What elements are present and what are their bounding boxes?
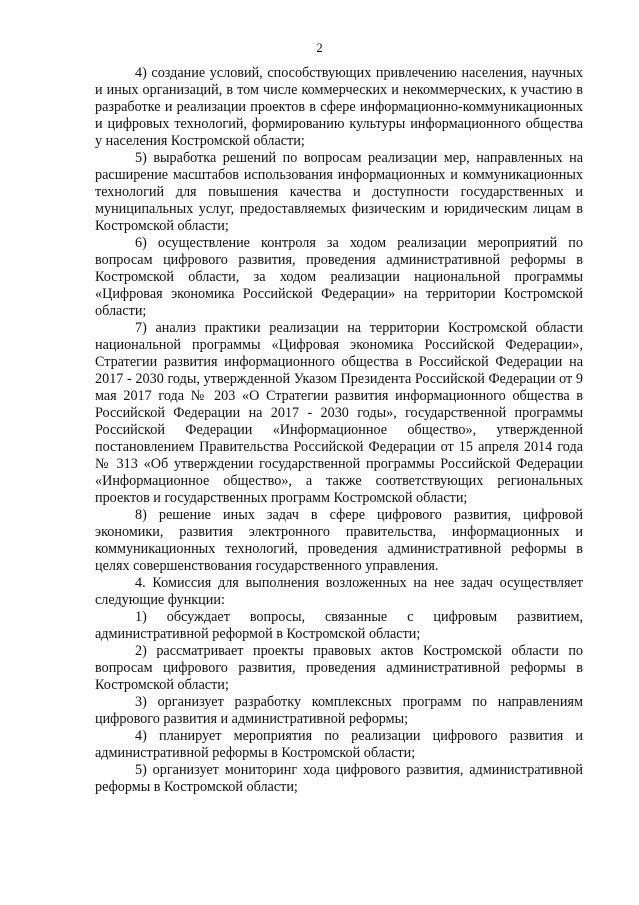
paragraph-function-3: 3) организует разработку комплексных программ по направлениям цифрового развития и административной реформы; [95, 694, 583, 727]
document-body [95, 65, 583, 796]
paragraph-task-7: 7) анализ практики реализации на территории Костромской области национальной программы «Цифровая экономика Российской Федерации», Стратегии развития информационного общества в Российской Федерации на 2017 - 2030 годы, утвержденной Указом Президента Российской Федерации от 9 мая 2017 года № 203 «О Стратегии развития информационного общества в Российской Федерации на 2017 - 2030 годы», государственной программы Российской Федерации «Информационное общество», утвержденной постановлением Правительства Российской Федерации от 15 апреля 2014 года № 313 «Об утверждении государственной программы Российской Федерации «Информационное общество», а также соответствующих региональных проектов и государственных программ Костромской области; [95, 320, 583, 506]
paragraph-function-4: 4) планирует мероприятия по реализации цифрового развития и административной реформы в Костромской области; [95, 728, 583, 761]
paragraph-function-1: 1) обсуждает вопросы, связанные с цифровым развитием, административной реформой в Костромской области; [95, 609, 583, 642]
paragraph-task-5: 5) выработка решений по вопросам реализации мер, направленных на расширение масштабов использования информационных и коммуникационных технологий для повышения качества и доступности государственных и муниципальных услуг, предоставляемых физическим и юридическим лицам в Костромской области; [95, 150, 583, 234]
paragraph-section-4: 4. Комиссия для выполнения возложенных на нее задач осуществляет следующие функции: [95, 575, 583, 608]
paragraph-task-8: 8) решение иных задач в сфере цифрового развития, цифровой экономики, развития электронного правительства, информационных и коммуникационных технологий, проведения административной реформы в целях совершенствования государственного управления. [95, 507, 583, 574]
paragraph-function-5: 5) организует мониторинг хода цифрового развития, административной реформы в Костромской области; [95, 762, 583, 795]
paragraph-task-6: 6) осуществление контроля за ходом реализации мероприятий по вопросам цифрового развития, проведения административной реформы в Костромской области, за ходом реализации национальной программы «Цифровая экономика Российской Федерации» на территории Костромской области; [95, 235, 583, 319]
page-number: 2 [316, 40, 323, 55]
paragraph-function-2: 2) рассматривает проекты правовых актов Костромской области по вопросам цифрового развития, проведения административной реформы в Костромской области; [95, 643, 583, 693]
paragraph-task-4: 4) создание условий, способствующих привлечению населения, научных и иных организаций, в том числе коммерческих и некоммерческих, к участию в разработке и реализации проектов в сфере информационно-коммуникационных и цифровых технологий, формированию культуры информационного общества у населения Костромской области; [95, 65, 583, 149]
